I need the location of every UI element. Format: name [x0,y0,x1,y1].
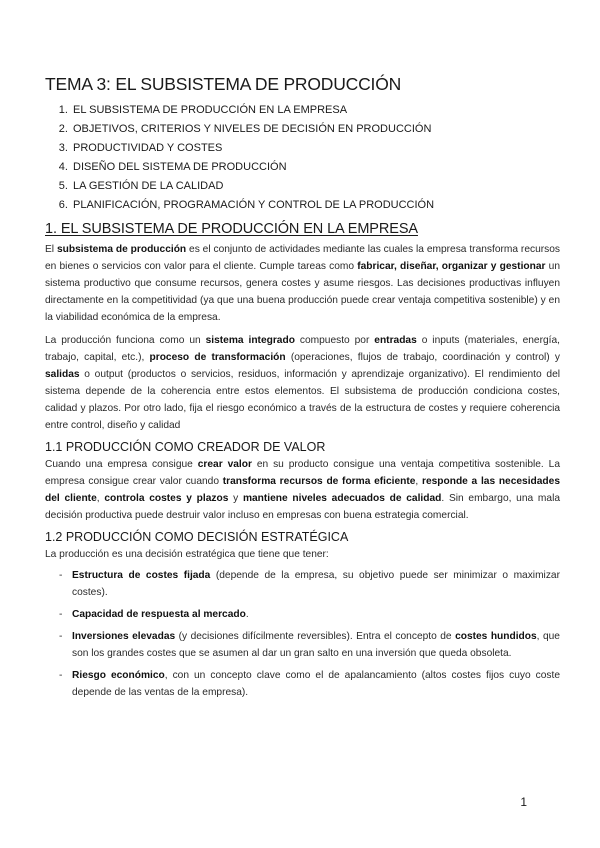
list-item: - Estructura de costes fijada (depende de la empresa, su objetivo puede ser minimizar o maximizar costes). [59,570,560,598]
toc-item: 4. DISEÑO DEL SISTEMA DE PRODUCCIÓN [71,158,560,177]
toc-item: 5. LA GESTIÓN DE LA CALIDAD [71,177,560,196]
page-number: 1 [520,795,527,809]
toc-item: 3. PRODUCTIVIDAD Y COSTES [71,139,560,158]
table-of-contents [45,101,560,215]
document-page [45,74,560,706]
paragraph: La producción funciona como un sistema integrado compuesto por entradas o inputs (materiales, energía, trabajo, capital, etc.), proceso de transformación (operaciones, flujos de trabajo, coordinación y control) y salidas o output (productos o servicios, residuos, información y aprendizaje organizativo). El rendimiento del sistema depende de la coherencia entre estos elementos. El subsistema de producción condiciona costes, calidad y plazos. Por otro lado, fija el riesgo económico a través de la estructura de costes y requiere coherencia entre control, diseño y calidad [45,335,560,431]
toc-item: 2. OBJETIVOS, CRITERIOS Y NIVELES DE DECISIÓN EN PRODUCCIÓN [71,120,560,139]
toc-item: 1. EL SUBSISTEMA DE PRODUCCIÓN EN LA EMPRESA [71,101,560,120]
paragraph: La producción es una decisión estratégica que tiene que tener: [45,549,329,560]
list-item: - Riesgo económico, con un concepto clave como el de apalancamiento (altos costes fijos cuyo coste depende de las ventas de la empresa). [59,670,560,698]
toc-item: 6. PLANIFICACIÓN, PROGRAMACIÓN Y CONTROL DE LA PRODUCCIÓN [71,196,560,215]
list-item: - Inversiones elevadas (y decisiones difícilmente reversibles). Entra el concepto de costes hundidos, que son los grandes costes que se asumen al dar un gran salto en una inversión que queda obsoleta. [59,631,560,659]
page-title: TEMA 3: EL SUBSISTEMA DE PRODUCCIÓN [45,74,402,94]
paragraph: El subsistema de producción es el conjunto de actividades mediante las cuales la empresa transforma recursos en bienes o servicios con valor para el cliente. Cumple tareas como fabricar, diseñar, organizar y gestionar un sistema productivo que consume recursos, genera costes y asume riesgos. Las decisiones productivas influyen directamente en la competitividad (ya que una buena producción puede crear ventaja competitiva sostenible) y en la viabilidad económica de la empresa. [45,244,560,323]
list-item: - Capacidad de respuesta al mercado. [59,609,249,620]
subsection-heading: 1.2 PRODUCCIÓN COMO DECISIÓN ESTRATÉGICA [45,530,349,544]
subsection-heading: 1.1 PRODUCCIÓN COMO CREADOR DE VALOR [45,440,326,454]
bullet-list [45,567,560,701]
paragraph: Cuando una empresa consigue crear valor en su producto consigue una ventaja competitiva sostenible. La empresa consigue crear valor cuando transforma recursos de forma eficiente, responde a las necesidades del cliente, controla costes y plazos y mantiene niveles adecuados de calidad. Sin embargo, una mala decisión productiva puede destruir valor incluso en empresas con buena estrategia comercial. [45,459,561,521]
section-heading: 1. EL SUBSISTEMA DE PRODUCCIÓN EN LA EMPRESA [45,221,418,237]
